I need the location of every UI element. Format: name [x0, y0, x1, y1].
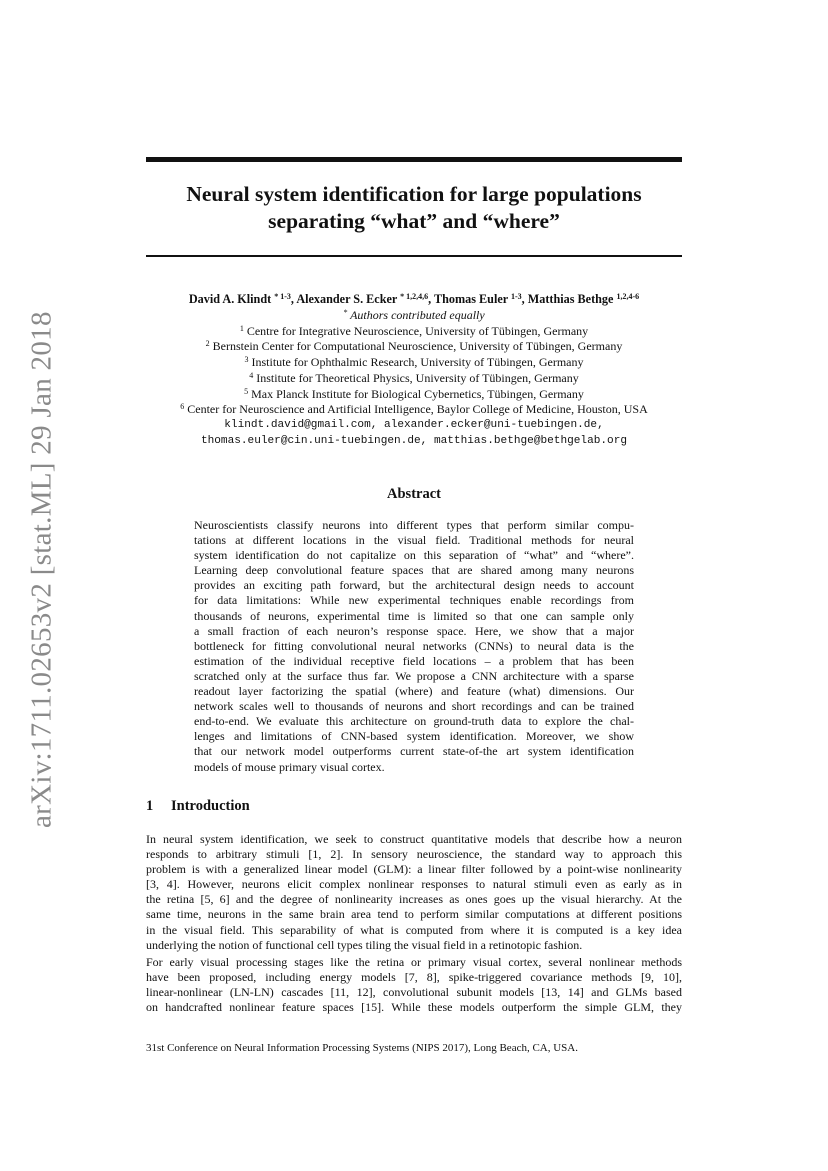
- abstract-heading: Abstract: [387, 486, 441, 502]
- affiliation-item: [120, 371, 708, 387]
- affiliation-item: [120, 402, 708, 418]
- paragraph-line: For early visual processing stages like the retina or primary visual cortex, several nonlinear methods: [146, 955, 682, 969]
- abstract-line: models of mouse primary visual cortex.: [194, 759, 385, 774]
- affiliation-item: [120, 387, 708, 403]
- email-line-2: thomas.euler@cin.uni-tuebingen.de, matthias.bethge@bethgelab.org: [200, 434, 628, 447]
- equal-contribution-text: Authors contributed equally: [350, 308, 485, 322]
- intro-paragraph-2: [146, 955, 682, 1015]
- affiliation-number: 5: [244, 386, 249, 396]
- abstract-line: estimation of the individual receptive field locations – a problem that has been: [194, 653, 634, 668]
- affiliation-text: Bernstein Center for Computational Neuroscience, University of Tübingen, Germany: [212, 339, 623, 354]
- abstract-line: Neuroscientists classify neurons into different types that perform similar compu-: [194, 518, 634, 532]
- author-name: Alexander S. Ecker: [296, 292, 398, 306]
- author-affiliation-marks: 1,2,4-6: [616, 292, 640, 301]
- abstract-line: scratched only at the surface thus far. We propose a CNN architecture with a sparse: [194, 668, 634, 683]
- abstract-line: that our network model outperforms current state-of-the art system identification: [194, 744, 634, 759]
- affiliation-number: 2: [205, 339, 210, 349]
- conference-footnote: 31st Conference on Neural Information Processing Systems (NIPS 2017), Long Beach, CA, USA.: [146, 1042, 578, 1054]
- affiliation-number: 4: [249, 370, 254, 380]
- paragraph-line: problem is with a generalized linear model (GLM): a linear filter followed by a point-wise nonlinearity: [146, 862, 682, 877]
- abstract-line: a small fraction of each neuron’s response space. Here, we show that a major: [194, 623, 634, 638]
- author-affiliation-marks: * 1,2,4,6: [400, 292, 429, 301]
- paragraph-line: on handcrafted nonlinear feature spaces [15]. While these models outperform the simple GLM, they: [146, 1000, 682, 1015]
- equal-contribution-note: [120, 308, 708, 324]
- author-separator: ,: [428, 292, 435, 306]
- author-affiliation-marks: * 1-3: [274, 292, 291, 301]
- intro-paragraph-1: [146, 832, 682, 953]
- affiliation-number: 1: [239, 323, 244, 333]
- title-line-1: Neural system identification for large populations: [186, 182, 642, 206]
- affiliation-number: 3: [244, 355, 249, 365]
- abstract-line: for data limitations: While new experimental techniques enable recordings from: [194, 593, 634, 608]
- section-title: Introduction: [171, 798, 250, 814]
- email-line-1: klindt.david@gmail.com, alexander.ecker@uni-tuebingen.de,: [224, 418, 604, 431]
- abstract-body: [194, 518, 634, 775]
- paragraph-line: [3, 4]. However, neurons elicit complex nonlinear responses to natural stimuli even as early as in: [146, 877, 682, 892]
- affiliation-item: [120, 324, 708, 340]
- abstract-line: system identification do not capitalize on this separation of “what” and “where”.: [194, 548, 634, 563]
- abstract-line: provides an exciting path forward, but the architectural design needs to account: [194, 578, 634, 593]
- title-line-2: separating “what” and “where”: [268, 209, 560, 233]
- arxiv-identifier-stamp: arXiv:1711.02653v2 [stat.ML] 29 Jan 2018: [25, 311, 58, 829]
- title-top-rule: [146, 157, 682, 162]
- abstract-line: thousands of neurons, experimental time is limited so that one can sample only: [194, 608, 634, 623]
- affiliation-text: Institute for Theoretical Physics, University of Tübingen, Germany: [256, 370, 579, 385]
- affiliation-text: Center for Neuroscience and Artificial Intelligence, Baylor College of Medicine, Houston, USA: [187, 402, 648, 417]
- equal-contribution-mark: *: [343, 308, 348, 317]
- affiliation-text: Institute for Ophthalmic Research, University of Tübingen, Germany: [251, 355, 584, 370]
- abstract-line: bottleneck for fitting convolutional neural networks (CNNs) to neural data is the: [194, 638, 634, 653]
- section-number: 1: [146, 798, 154, 814]
- paragraph-line: In neural system identification, we seek to construct quantitative models that describe how a neuron: [146, 832, 682, 846]
- abstract-line: end-to-end. We evaluate this architecture on ground-truth data to explore the chal-: [194, 714, 634, 729]
- affiliation-number: 6: [180, 402, 185, 412]
- paper-title: [146, 181, 682, 235]
- affiliation-item: [120, 355, 708, 371]
- paragraph-line: linear-nonlinear (LN-LN) cascades [11, 12], convolutional subunit models [13, 14] and GLMs based: [146, 985, 682, 1000]
- author-name: Matthias Bethge: [527, 292, 614, 306]
- paragraph-line: responds to arbitrary stimuli [1, 2]. In sensory neuroscience, the standard way to approach this: [146, 847, 682, 862]
- author-list: [120, 291, 708, 307]
- paragraph-line: underlying the notion of functional cell types tiling the visual field in a retinotopic fashion.: [146, 937, 583, 952]
- abstract-line: readout layer factorizing the spatial (where) and feature (what) dimensions. Our: [194, 684, 634, 699]
- affiliation-item: [120, 339, 708, 355]
- paragraph-line: the retina [5, 6] and the degree of nonlinearity increases as ones goes up the visual hierarchy. At the: [146, 892, 682, 907]
- section-heading-introduction: [146, 798, 250, 815]
- affiliation-text: Centre for Integrative Neuroscience, University of Tübingen, Germany: [246, 323, 589, 338]
- title-bottom-rule: [146, 255, 682, 257]
- author-separator: ,: [290, 292, 297, 306]
- author-name: David A. Klindt: [188, 292, 272, 306]
- abstract-line: tations at different locations in the visual field. Traditional methods for neural: [194, 533, 634, 548]
- paragraph-line: in the visual field. This separability of what is computed from where it is computed is a key idea: [146, 922, 682, 937]
- paragraph-line: have been proposed, including energy models [7, 8], spike-triggered covariance methods [9, 10],: [146, 970, 682, 985]
- paragraph-line: same time, neurons in the same brain area tend to perform similar computations at different positions: [146, 907, 682, 922]
- abstract-line: lenges and limitations of CNN-based system identification. Moreover, we show: [194, 729, 634, 744]
- author-separator: ,: [521, 292, 528, 306]
- affiliation-text: Max Planck Institute for Biological Cybernetics, Tübingen, Germany: [251, 386, 584, 401]
- abstract-line: network scales well to thousands of neurons and short recordings and can be trained: [194, 699, 634, 714]
- author-name: Thomas Euler: [434, 292, 508, 306]
- affiliations-block: [120, 308, 708, 449]
- author-affiliation-marks: 1-3: [511, 292, 522, 301]
- abstract-line: Learning deep convolutional feature spaces that are shared among many neurons: [194, 563, 634, 578]
